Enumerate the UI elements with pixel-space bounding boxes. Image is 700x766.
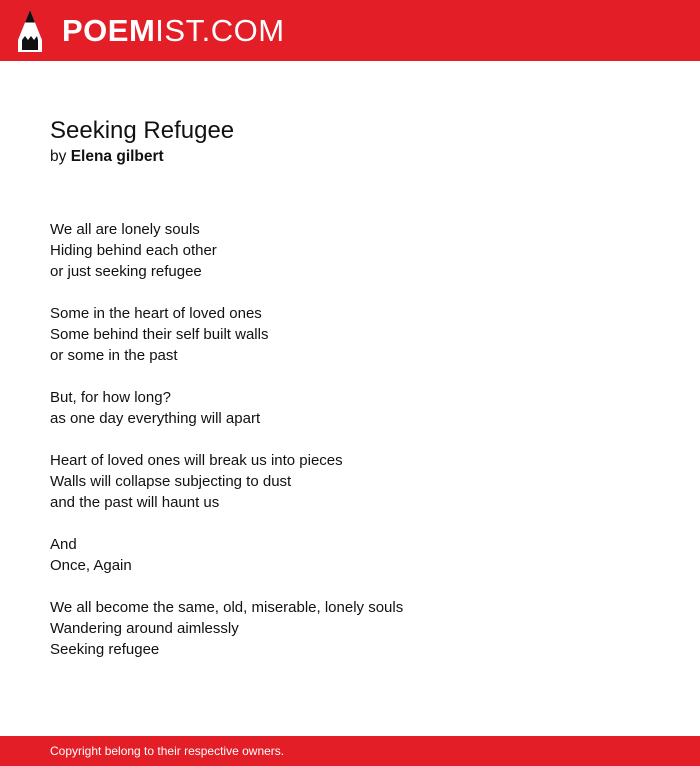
poem-heading: [50, 115, 650, 168]
site-brand: [62, 11, 285, 51]
poem-byline: [50, 146, 650, 168]
poem-stanza: [50, 303, 650, 366]
poem-line: Heart of loved ones will break us into pieces: [50, 452, 343, 469]
site-header: [0, 0, 700, 61]
poem-line: But, for how long?: [50, 389, 171, 406]
poem-line: or just seeking refugee: [50, 263, 202, 280]
poem-stanza: [50, 534, 650, 576]
poem-line: Walls will collapse subjecting to dust: [50, 473, 292, 490]
poem-line: or some in the past: [50, 347, 178, 364]
poem-line: as one day everything will apart: [50, 410, 261, 427]
site-footer: [0, 736, 700, 766]
site-logo-link[interactable]: [18, 10, 285, 52]
poem-line: We all are lonely souls: [50, 221, 200, 238]
poem-stanza: [50, 387, 650, 429]
poem-line: And: [50, 536, 77, 553]
poem-line: Wandering around aimlessly: [50, 620, 239, 637]
brand-light: IST.COM: [155, 13, 285, 48]
poem-line: Hiding behind each other: [50, 242, 217, 259]
poem-stanza: [50, 219, 650, 282]
poem-title: Seeking Refugee: [50, 117, 235, 144]
poem-stanza: [50, 450, 650, 513]
copyright-notice: Copyright belong to their respective owners.: [50, 744, 285, 758]
pencil-tip-icon: [18, 10, 42, 52]
poem-line: Once, Again: [50, 557, 132, 574]
poem-body: [50, 219, 650, 681]
poem-author[interactable]: Elena gilbert: [70, 148, 164, 165]
poem-line: and the past will haunt us: [50, 494, 220, 511]
poem-stanza: [50, 597, 650, 660]
poem-line: Some in the heart of loved ones: [50, 305, 262, 322]
poem-line: We all become the same, old, miserable, lonely souls: [50, 599, 404, 616]
brand-bold: POEM: [62, 13, 156, 48]
by-label: by: [50, 148, 67, 165]
poem-line: Some behind their self built walls: [50, 326, 269, 343]
poem-line: Seeking refugee: [50, 641, 160, 658]
